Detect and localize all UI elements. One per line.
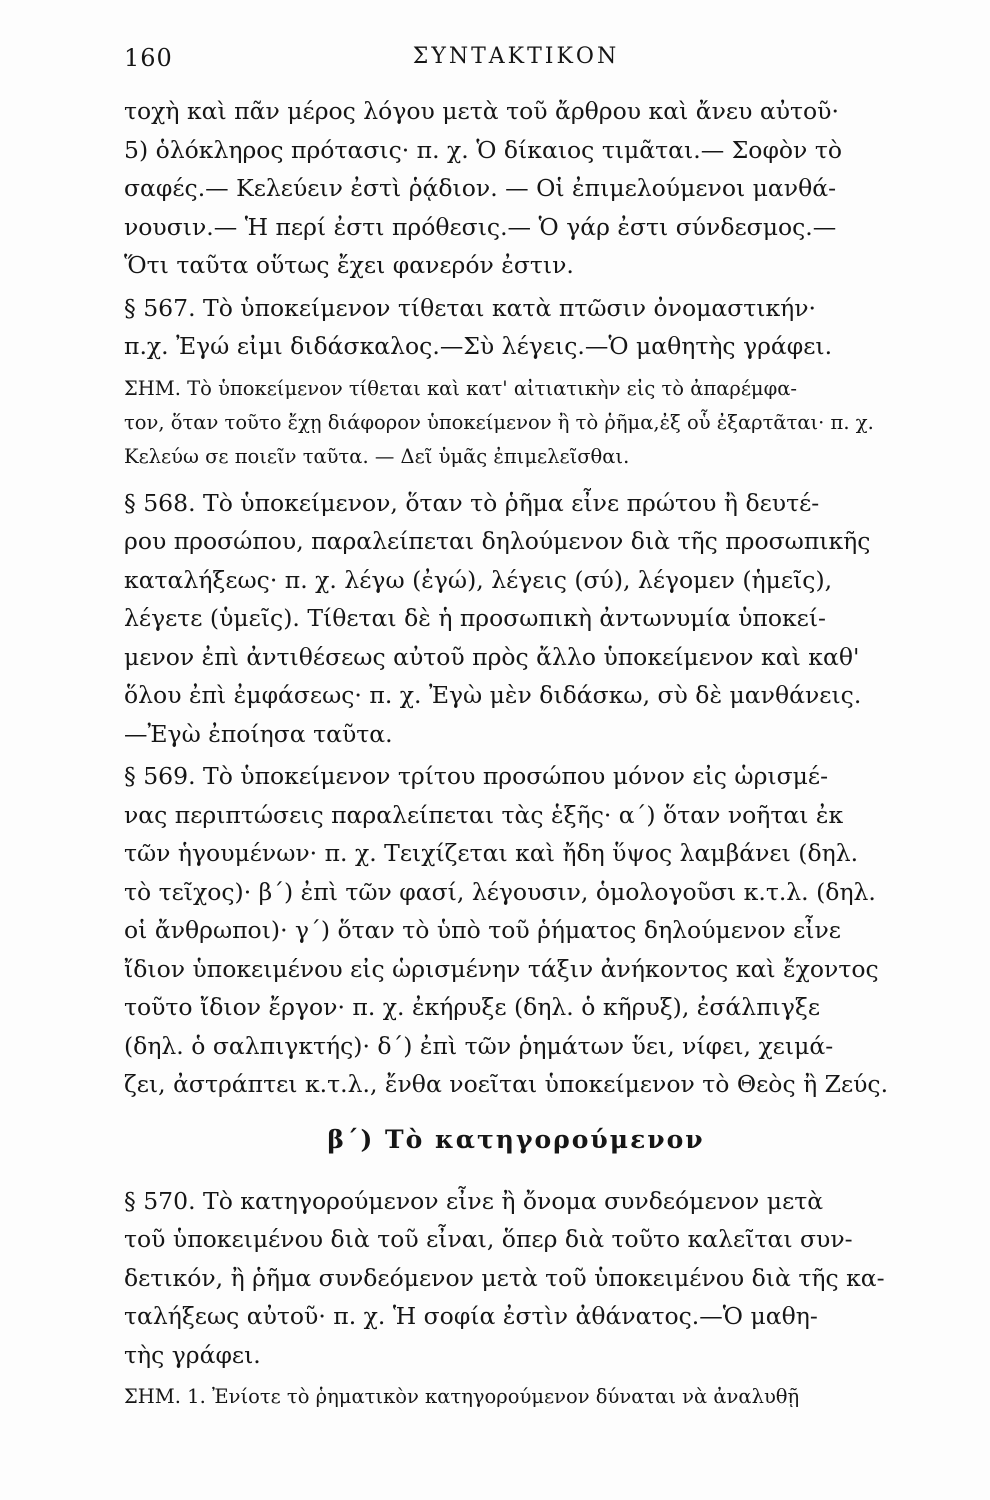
text-line: δετικόν, ἢ ῥῆμα συνδεόμενον μετὰ τοῦ ὑποκειμένου διὰ τῆς κα-: [124, 1263, 885, 1292]
paragraph-568: [124, 484, 908, 754]
note-line: Κελεύω σε ποιεῖν ταῦτα. — Δεῖ ὑμᾶς ἐπιμελεῖσθαι.: [124, 444, 630, 468]
note-line: τον, ὅταν τοῦτο ἔχῃ διάφορον ὑποκείμενον ἢ τὸ ῥῆμα,ἐξ οὗ ἐξαρτᾶται· π. χ.: [124, 410, 874, 434]
text-line: (δηλ. ὁ σαλπιγκτής)· δ΄) ἐπὶ τῶν ῥημάτων ὕει, νίφει, χειμά-: [124, 1031, 834, 1060]
text-line: ζει, ἀστράπτει κ.τ.λ., ἔνθα νοεῖται ὑποκείμενον τὸ Θεὸς ἢ Ζεύς.: [124, 1070, 889, 1098]
note-line: ΣΗΜ. Τὸ ὑποκείμενον τίθεται καὶ κατ' αἰτιατικὴν εἰς τὸ ἀπαρέμφα-: [124, 376, 798, 400]
text-line: —Ἐγὼ ἐποίησα ταῦτα.: [124, 719, 393, 748]
text-line: Ὅτι ταῦτα οὕτως ἔχει φανερόν ἐστιν.: [124, 251, 574, 279]
paragraph-570: [124, 1182, 908, 1375]
text-line: σαφές.— Κελεύειν ἐστὶ ῥᾴδιον. — Οἱ ἐπιμελούμενοι μανθά-: [124, 174, 837, 202]
paragraph-567: [124, 289, 908, 366]
note-570: [124, 1380, 908, 1414]
text-line: τῶν ἡγουμένων· π. χ. Τειχίζεται καὶ ἤδη ὕψος λαμβάνει (δηλ.: [124, 839, 859, 867]
text-line: νουσιν.— Ἡ περί ἐστι πρόθεσις.— Ὁ γάρ ἐστι σύνδεσμος.—: [124, 212, 837, 241]
page-number: 160: [124, 44, 173, 72]
page-body: [124, 92, 908, 1414]
text-line: § 568. Τὸ ὑποκείμενον, ὅταν τὸ ῥῆμα εἶνε πρώτου ἢ δευτέ-: [124, 488, 820, 517]
text-line: ἴδιον ὑποκειμένου εἰς ὡρισμένην τάξιν ἀνήκοντος καὶ ἔχοντος: [124, 954, 879, 983]
text-line: μενον ἐπὶ ἀντιθέσεως αὐτοῦ πρὸς ἄλλο ὑποκείμενον καὶ καθ': [124, 642, 860, 671]
note-line: ΣΗΜ. 1. Ἐνίοτε τὸ ῥηματικὸν κατηγορούμενον δύναται νὰ ἀναλυθῇ: [124, 1385, 800, 1408]
section-heading: β΄) Τὸ κατηγορούμενον: [327, 1124, 705, 1154]
paragraph-569: [124, 757, 908, 1104]
text-line: τὴς γράφει.: [124, 1340, 261, 1369]
running-head: ΣΥΝΤΑΚΤΙΚΟΝ: [412, 44, 620, 69]
text-line: ὅλου ἐπὶ ἐμφάσεως· π. χ. Ἐγὼ μὲν διδάσκω, σὺ δὲ μανθάνεις.: [124, 681, 862, 709]
paragraph-continuation: [124, 92, 908, 285]
page-header: [124, 42, 908, 82]
text-line: 5) ὁλόκληρος πρότασις· π. χ. Ὁ δίκαιος τιμᾶται.— Σοφὸν τὸ: [124, 135, 842, 164]
text-line: καταλήξεως· π. χ. λέγω (ἐγώ), λέγεις (σύ), λέγομεν (ἡμεῖς),: [124, 565, 833, 594]
text-line: ρου προσώπου, παραλείπεται δηλούμενον διὰ τῆς προσωπικῆς: [124, 527, 871, 555]
text-line: οἱ ἄνθρωποι)· γ΄) ὅταν τὸ ὑπὸ τοῦ ῥήματος δηλούμενον εἶνε: [124, 916, 841, 944]
text-line: τοχὴ καὶ πᾶν μέρος λόγου μετὰ τοῦ ἄρθρου καὶ ἄνευ αὐτοῦ·: [124, 97, 839, 125]
text-line: ταλήξεως αὐτοῦ· π. χ. Ἡ σοφία ἐστὶν ἀθάνατος.—Ὁ μαθη-: [124, 1302, 818, 1330]
text-line: τοῦτο ἴδιον ἔργον· π. χ. ἐκήρυξε (δηλ. ὁ κῆρυξ), ἐσάλπιγξε: [124, 993, 821, 1021]
note-567: [124, 372, 908, 474]
text-line: § 567. Τὸ ὑποκείμενον τίθεται κατὰ πτῶσιν ὀνομαστικήν·: [124, 293, 817, 322]
text-line: § 569. Τὸ ὑποκείμενον τρίτου προσώπου μόνον εἰς ὡρισμέ-: [124, 762, 829, 790]
text-line: λέγετε (ὑμεῖς). Τίθεται δὲ ἡ προσωπικὴ ἀντωνυμία ὑποκεί-: [124, 604, 826, 632]
text-line: τοῦ ὑποκειμένου διὰ τοῦ εἶναι, ὅπερ διὰ τοῦτο καλεῖται συν-: [124, 1225, 853, 1253]
text-line: π.χ. Ἐγώ εἰμι διδάσκαλος.—Σὺ λέγεις.—Ὁ μαθητὴς γράφει.: [124, 332, 833, 360]
text-line: νας περιπτώσεις παραλείπεται τὰς ἑξῆς· α΄) ὅταν νοῆται ἐκ: [124, 800, 844, 829]
text-line: § 570. Τὸ κατηγορούμενον εἶνε ἢ ὄνομα συνδεόμενον μετὰ: [124, 1186, 824, 1215]
text-line: τὸ τεῖχος)· β΄) ἐπὶ τῶν φασί, λέγουσιν, ὁμολογοῦσι κ.τ.λ. (δηλ.: [124, 877, 876, 906]
